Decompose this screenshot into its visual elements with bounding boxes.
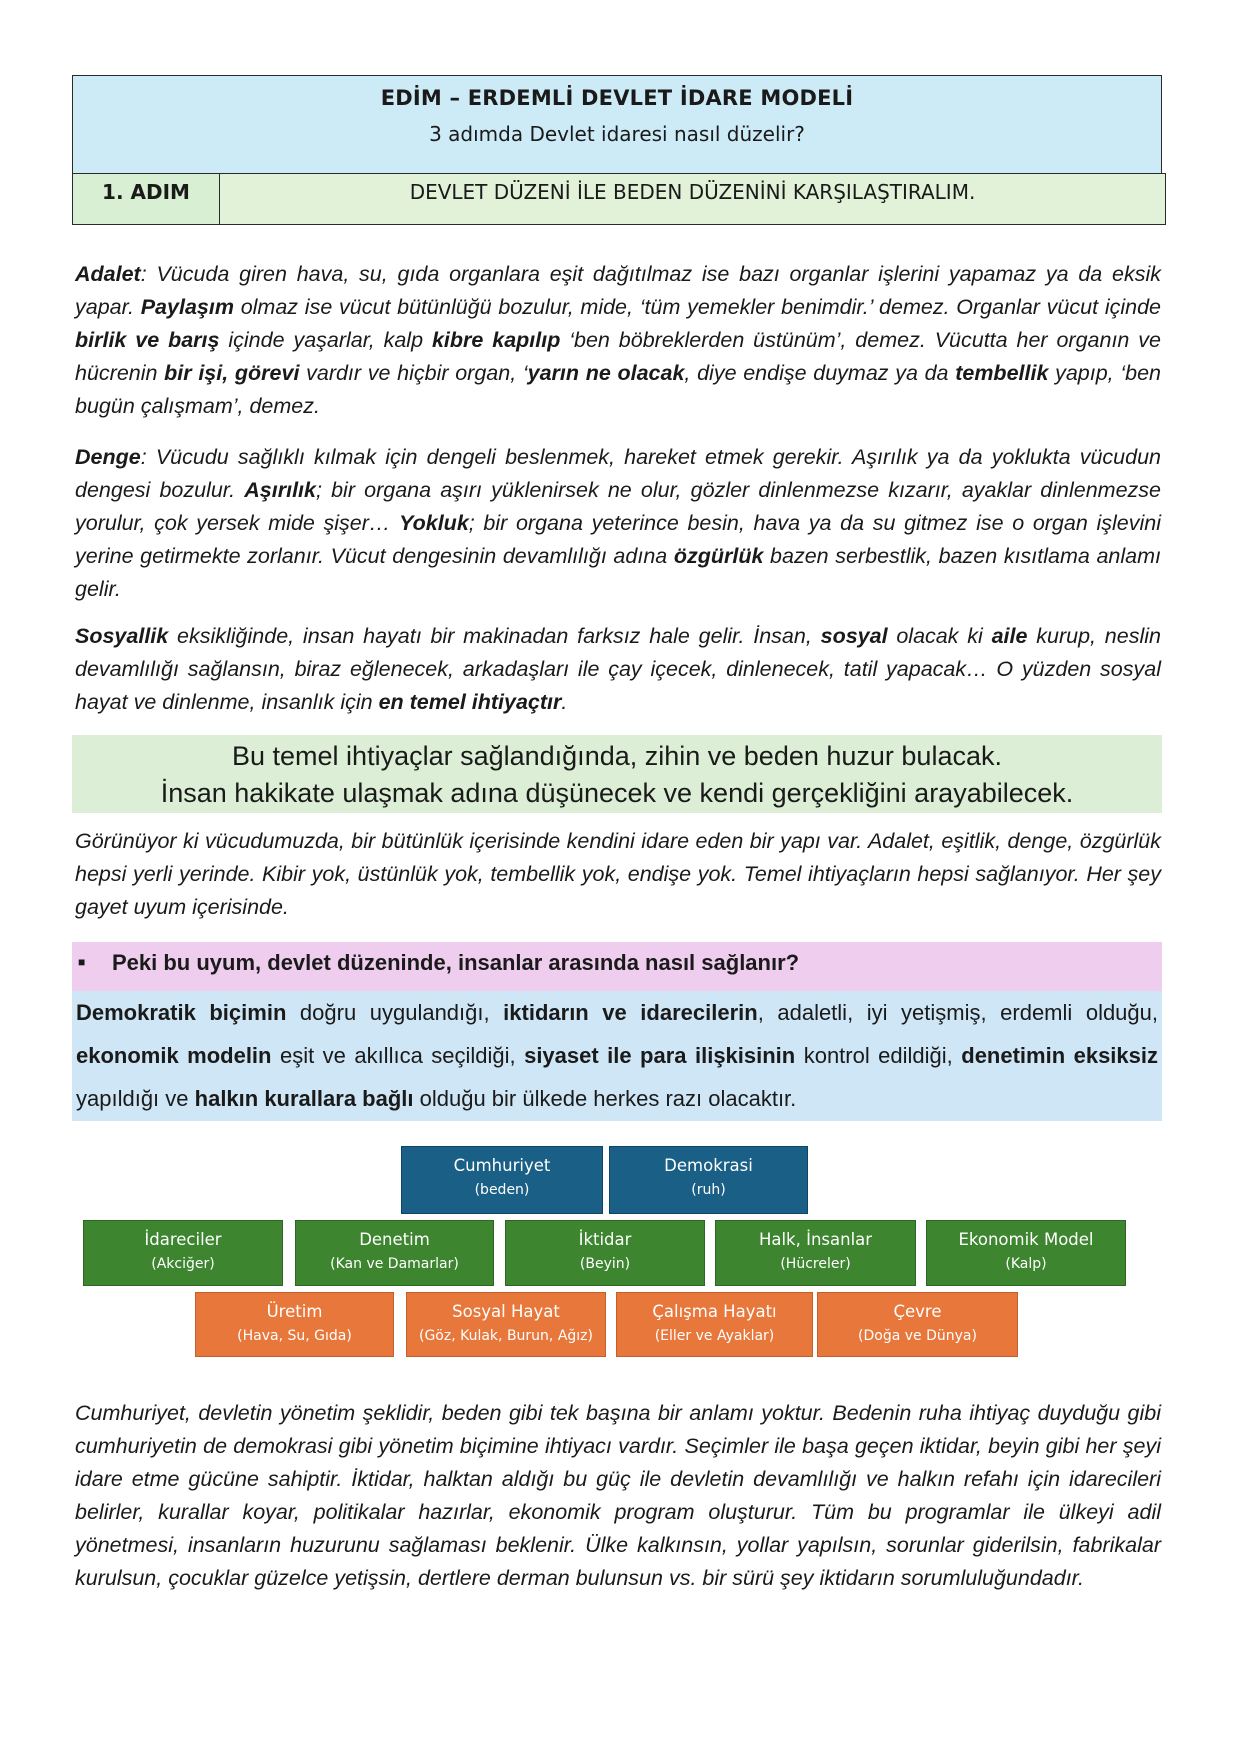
term-gorev: bir işi, görevi bbox=[164, 361, 300, 385]
paragraph-closing: Cumhuriyet, devletin yönetim şeklidir, beden gibi tek başına bir anlamı yoktur. Bedenin ruha ihtiyaç duyduğu gibi cumhuriyetin de demokrasi gibi yönetim biçimine ihtiyacı vardır. Seçimler ile başa geçen iktidar, beyin gibi her şeyi idare etme gücüne sahiptir. İktidar, halktan aldığı bu güç ile devletin devamlılığı ve halkın refahı için idarecileri belirler, kurallar koyar, politikalar hazırlar, ekonomik program oluşturur. Tüm bu programlar ile ülkeyi adil yönetmesi, insanların huzurunu sağlaması beklenir. Ülke kalkınsın, yollar yapılsın, sorunlar giderilsin, fabrikalar kurulsun, çocuklar güzelce yetişsin, dertlere derman bulunsun vs. bir sürü şey iktidarın sorumluluğundadır. bbox=[75, 1401, 1161, 1590]
text-segment: kurup, neslin devamlılığı sağlansın, biraz eğlenecek, arkadaşları ile çay içecek, dinlenecek, tatil yapacak… O yüzden sosyal hayat ve dinlenme, insanlık için bbox=[75, 624, 1161, 714]
node-subtitle: (Kan ve Damarlar) bbox=[330, 1256, 459, 1272]
term-paylasim: Paylaşım bbox=[140, 295, 234, 319]
step-row bbox=[72, 173, 1166, 225]
node-subtitle: (Akciğer) bbox=[151, 1256, 215, 1272]
diagram-node-idareciler bbox=[83, 1220, 283, 1286]
text-segment: doğru uygulandığı, bbox=[286, 1000, 504, 1025]
diagram-node-uretim bbox=[195, 1292, 394, 1357]
paragraph-denge bbox=[75, 441, 1161, 606]
term-adalet: Adalet bbox=[75, 262, 141, 286]
term-sosyal: sosyal bbox=[820, 624, 888, 648]
node-subtitle: (Göz, Kulak, Burun, Ağız) bbox=[418, 1328, 593, 1344]
term-aile: aile bbox=[991, 624, 1028, 648]
term-yarin: yarın ne olacak bbox=[527, 361, 685, 385]
term-denetim: denetimin eksiksiz bbox=[961, 1043, 1159, 1068]
node-title: Denetim bbox=[359, 1230, 430, 1249]
paragraph-sosyallik bbox=[75, 620, 1161, 719]
diagram-node-sosyal-hayat bbox=[406, 1292, 606, 1357]
node-title: Halk, İnsanlar bbox=[758, 1230, 873, 1249]
step-heading: DEVLET DÜZENİ İLE BEDEN DÜZENİNİ KARŞILAŞTIRALIM. bbox=[220, 173, 1166, 225]
node-subtitle: (Beyin) bbox=[579, 1256, 631, 1272]
term-temel-ihtiyac: en temel ihtiyaçtır bbox=[378, 690, 562, 714]
term-kibir: kibre kapılıp bbox=[431, 328, 561, 352]
question-text: Peki bu uyum, devlet düzeninde, insanlar arasında nasıl sağlanır? bbox=[112, 950, 800, 975]
node-title: İdareciler bbox=[144, 1230, 222, 1249]
term-halk-kurallar: halkın kurallara bağlı bbox=[194, 1086, 414, 1111]
diagram-node-cevre bbox=[817, 1292, 1018, 1357]
term-sosyallik: Sosyallik bbox=[75, 624, 169, 648]
question-bar bbox=[72, 942, 1162, 991]
node-subtitle: (Kalp) bbox=[1005, 1256, 1047, 1272]
term-birlik: birlik ve barış bbox=[75, 328, 220, 352]
text-segment: vardır ve hiçbir organ, ‘ bbox=[299, 361, 528, 385]
node-title: Ekonomik Model bbox=[958, 1230, 1094, 1249]
square-bullet-icon: ■ bbox=[78, 955, 86, 969]
document-title: EDİM – ERDEMLİ DEVLET İDARE MODELİ bbox=[380, 86, 854, 110]
paragraph-adalet bbox=[75, 258, 1161, 423]
diagram-node-denetim bbox=[295, 1220, 494, 1286]
text-segment: olacak ki bbox=[887, 624, 992, 648]
node-subtitle: (Hücreler) bbox=[780, 1256, 851, 1272]
highlight-box bbox=[72, 735, 1162, 813]
term-demokratik: Demokratik biçimin bbox=[76, 1000, 287, 1025]
answer-box bbox=[72, 991, 1162, 1121]
node-title: Çevre bbox=[893, 1302, 942, 1321]
document-header bbox=[72, 75, 1162, 173]
term-yokluk: Yokluk bbox=[399, 511, 469, 535]
text-segment: yapıp, ‘ben bugün çalışmam’, demez. bbox=[75, 361, 1161, 418]
term-tembellik: tembellik bbox=[955, 361, 1049, 385]
diagram-node-iktidar bbox=[505, 1220, 705, 1286]
node-subtitle: (Hava, Su, Gıda) bbox=[237, 1328, 352, 1344]
node-subtitle: (Eller ve Ayaklar) bbox=[654, 1328, 775, 1344]
step-label: 1. ADIM bbox=[72, 173, 220, 225]
text-segment: eşit ve akıllıca seçildiği, bbox=[271, 1043, 525, 1068]
term-iktidar: iktidarın ve idarecilerin bbox=[503, 1000, 758, 1025]
diagram-node-calisma-hayati bbox=[616, 1292, 813, 1357]
text-segment: ; bir organa yeterince besin, hava ya da su gitmez ise o organ işlevini yerine getirmekte zorlanır. Vücut dengesinin devamlılığı adına bbox=[75, 511, 1161, 568]
diagram-node-demokrasi bbox=[609, 1146, 808, 1214]
node-title: Çalışma Hayatı bbox=[652, 1302, 777, 1321]
text-segment: kontrol edildiği, bbox=[795, 1043, 962, 1068]
term-ekonomik-model: ekonomik modelin bbox=[76, 1043, 272, 1068]
node-subtitle: (beden) bbox=[474, 1182, 530, 1198]
text-segment: içinde yaşarlar, kalp bbox=[219, 328, 432, 352]
text-segment: yapıldığı ve bbox=[76, 1086, 195, 1111]
text-segment: olmaz ise vücut bütünlüğü bozulur, mide, ‘tüm yemekler benimdir.’ demez. Organlar vücut içinde bbox=[233, 295, 1161, 319]
diagram-node-cumhuriyet bbox=[401, 1146, 603, 1214]
node-title: Cumhuriyet bbox=[453, 1156, 551, 1175]
highlight-line-2: İnsan hakikate ulaşmak adına düşünecek ve kendi gerçekliğini arayabilecek. bbox=[160, 778, 1074, 808]
text-segment: , diye endişe duymaz ya da bbox=[684, 361, 956, 385]
term-siyaset-para: siyaset ile para ilişkisinin bbox=[524, 1043, 796, 1068]
node-title: İktidar bbox=[578, 1230, 632, 1249]
node-subtitle: (Doğa ve Dünya) bbox=[858, 1328, 977, 1344]
text-segment: , adaletli, iyi yetişmiş, erdemli olduğu, bbox=[757, 1000, 1159, 1025]
text-segment: olduğu bir ülkede herkes razı olacaktır. bbox=[413, 1086, 797, 1111]
paragraph-gorunuyor: Görünüyor ki vücudumuzda, bir bütünlük içerisinde kendini idare eden bir yapı var. Adalet, eşitlik, denge, özgürlük hepsi yerli yerinde. Kibir yok, üstünlük yok, tembellik yok, endişe yok. Temel ihtiyaçların hepsi sağlanıyor. Her şey gayet uyum içerisinde. bbox=[75, 829, 1161, 919]
text-segment: ‘ben böbreklerden üstünüm’, demez. Vücutta her organın ve hücrenin bbox=[75, 328, 1161, 385]
term-asirilik: Aşırılık bbox=[244, 478, 316, 502]
text-segment: bazen serbestlik, bazen kısıtlama anlamı gelir. bbox=[75, 544, 1161, 601]
text-segment: . bbox=[561, 690, 568, 714]
text-segment: ; bir organa aşırı yüklenirsek ne olur, gözler dinlenmezse kızarır, ayaklar dinlenmezse yorulur, çok yersek mide şişer… bbox=[75, 478, 1162, 535]
node-title: Demokrasi bbox=[664, 1156, 753, 1175]
text-segment: : Vücudu sağlıklı kılmak için dengeli beslenmek, hareket etmek gerekir. Aşırılık ya da yoklukta vücudun dengesi bozulur. bbox=[75, 445, 1161, 502]
document-subtitle: 3 adımda Devlet idaresi nasıl düzelir? bbox=[429, 122, 805, 146]
term-ozgurluk: özgürlük bbox=[673, 544, 764, 568]
text-segment: eksikliğinde, insan hayatı bir makinadan farksız hale gelir. İnsan, bbox=[168, 624, 821, 648]
diagram-node-ekonomik-model bbox=[926, 1220, 1126, 1286]
text-segment: : Vücuda giren hava, su, gıda organlara eşit dağıtılmaz ise bazı organlar işlerini yapamaz ya da eksik yapar. bbox=[75, 262, 1161, 319]
highlight-line-1: Bu temel ihtiyaçlar sağlandığında, zihin ve beden huzur bulacak. bbox=[232, 741, 1002, 771]
node-subtitle: (ruh) bbox=[691, 1182, 726, 1198]
node-title: Sosyal Hayat bbox=[452, 1302, 560, 1321]
node-title: Üretim bbox=[266, 1302, 323, 1321]
diagram-node-halk bbox=[715, 1220, 916, 1286]
term-denge: Denge bbox=[75, 445, 141, 469]
